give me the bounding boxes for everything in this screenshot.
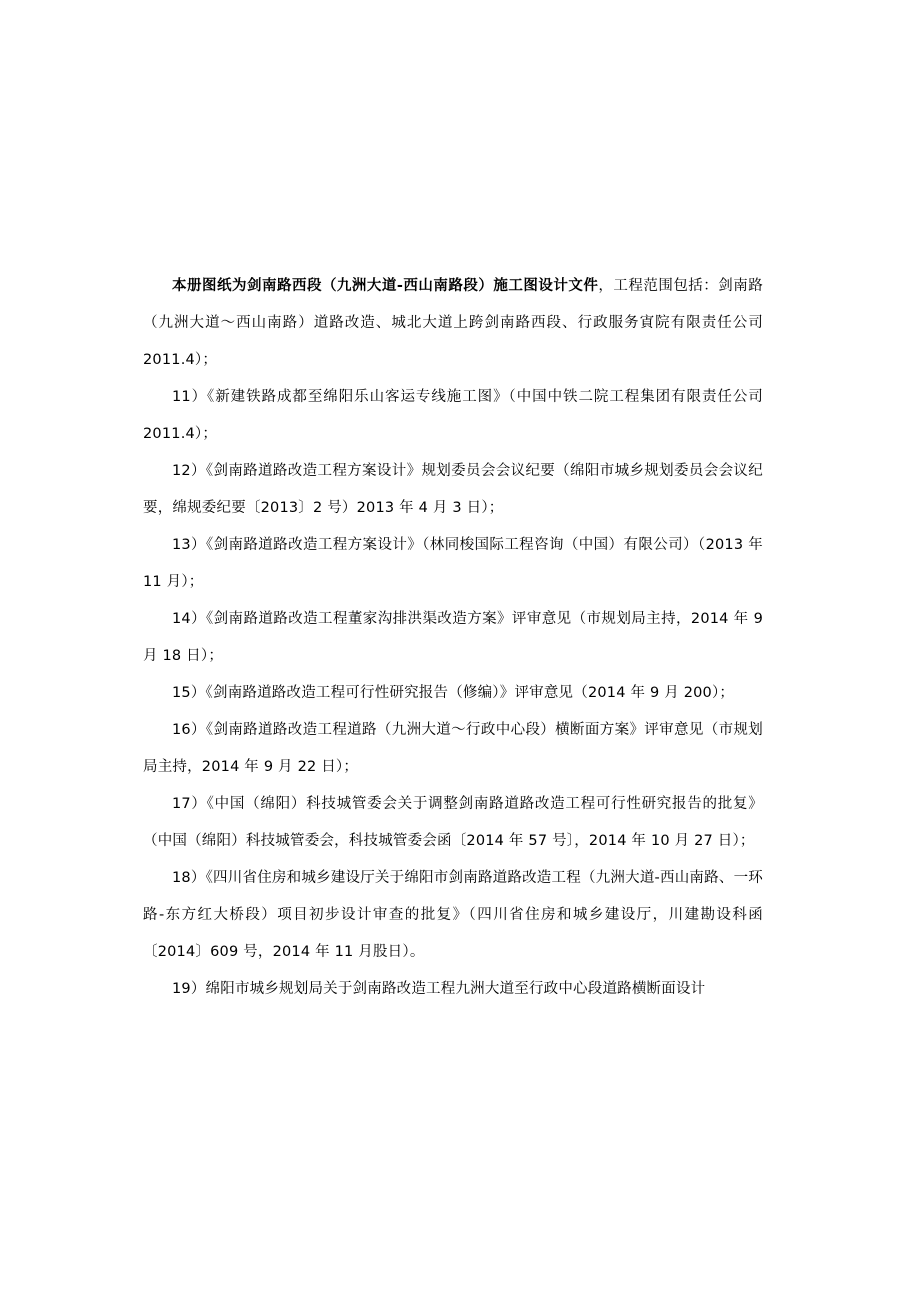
paragraph-item-13: 13）《剑南路道路改造工程方案设计》（林同梭国际工程咨询（中国）有限公司）（2013 年 11 月）； (143, 537, 763, 590)
paragraph-intro-rest: ，工程范围包括：剑南路（九洲大道～西山南路）道路改造、城北大道上跨剑南路西段、行政服务寊院有限责任公司 2011.4）； (143, 278, 763, 368)
paragraph-item-15: 15）《剑南路道路改造工程可行性研究报告（修编）》评审意见（2014 年 9 月 200）； (172, 685, 735, 701)
paragraph-item-18: 18）《四川省住房和城乡建设厅关于绵阳市剑南路道路改造工程（九洲大道-西山南路、一环路-东方红大桥段）项目初步设计审查的批复》（四川省住房和城乡建设厅，川建勘设科函〔2014〕609 号，2014 年 11 月股日）。 (143, 870, 763, 960)
paragraph-intro (143, 268, 763, 379)
paragraph-item-17: 17）《中国（绵阳）科技城管委会关于调整剑南路道路改造工程可行性研究报告的批复》（中国（绵阳）科技城管委会，科技城管委会函〔2014 年 57 号〕，2014 年 10 月 27 日）； (143, 796, 763, 849)
paragraph-intro-lead: 本册图纸为剑南路西段（九洲大道-西山南路段）施工图设计文件 (172, 278, 599, 294)
paragraph-item-11: 11）《新建铁路成都至绵阳乐山客运专线施工图》（中国中铁二院工程集团有限责任公司 2011.4）； (143, 389, 763, 442)
document-body (143, 268, 763, 1008)
paragraph-item-19: 19）绵阳市城乡规划局关于剑南路改造工程九洲大道至行政中心段道路横断面设计 (172, 981, 706, 997)
paragraph-item-16: 16）《剑南路道路改造工程道路（九洲大道～行政中心段）横断面方案》评审意见（市规划局主持，2014 年 9 月 22 日）； (143, 722, 763, 775)
paragraph-item-14: 14）《剑南路道路改造工程董家沟排洪渠改造方案》评审意见（市规划局主持，2014 年 9 月 18 日）； (143, 611, 763, 664)
paragraph-item-12: 12）《剑南路道路改造工程方案设计》规划委员会会议纪要（绵阳市城乡规划委员会会议纪要，绵规委纪要〔2013〕2 号）2013 年 4 月 3 日）； (143, 463, 763, 516)
